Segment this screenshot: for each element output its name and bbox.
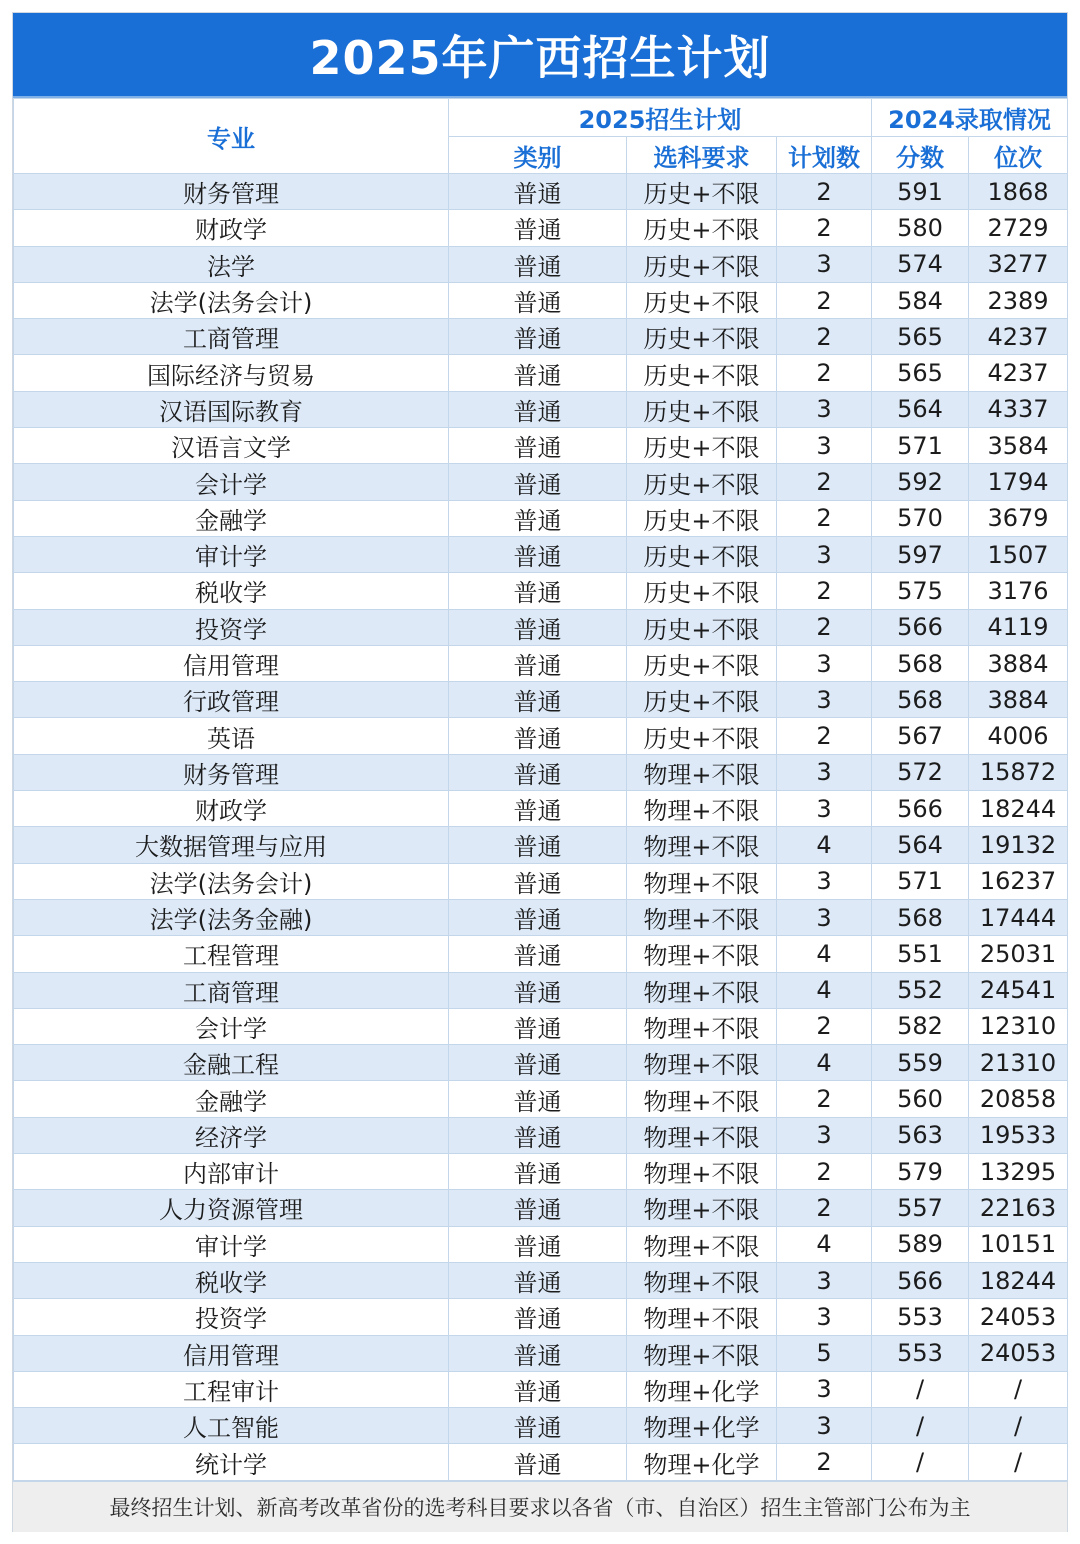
subjects-cell: 历史+不限 <box>627 174 777 210</box>
score-cell: 571 <box>872 428 969 464</box>
rank-cell: 19132 <box>969 827 1068 863</box>
plan-count-cell: 3 <box>777 791 872 827</box>
subjects-cell: 历史+不限 <box>627 645 777 681</box>
subjects-cell: 历史+不限 <box>627 464 777 500</box>
major-cell: 会计学 <box>14 464 449 500</box>
header-plan-group: 2025招生计划 <box>449 99 872 137</box>
score-cell: 564 <box>872 391 969 427</box>
table-row <box>14 1226 1068 1262</box>
score-cell: / <box>872 1444 969 1480</box>
category-cell: 普通 <box>449 391 627 427</box>
major-cell: 财政学 <box>14 210 449 246</box>
subjects-cell: 物理+不限 <box>627 1008 777 1044</box>
rank-cell: 1794 <box>969 464 1068 500</box>
score-cell: / <box>872 1408 969 1444</box>
category-cell: 普通 <box>449 972 627 1008</box>
subjects-cell: 历史+不限 <box>627 609 777 645</box>
rank-cell: 4337 <box>969 391 1068 427</box>
rank-cell: 18244 <box>969 791 1068 827</box>
score-cell: 557 <box>872 1190 969 1226</box>
table-row <box>14 210 1068 246</box>
score-cell: 567 <box>872 718 969 754</box>
rank-cell: / <box>969 1444 1068 1480</box>
major-cell: 内部审计 <box>14 1154 449 1190</box>
category-cell: 普通 <box>449 500 627 536</box>
category-cell: 普通 <box>449 1226 627 1262</box>
score-cell: 597 <box>872 536 969 572</box>
plan-count-cell: 2 <box>777 282 872 318</box>
category-cell: 普通 <box>449 210 627 246</box>
subjects-cell: 物理+不限 <box>627 1335 777 1371</box>
score-cell: 568 <box>872 899 969 935</box>
plan-count-cell: 3 <box>777 645 872 681</box>
category-cell: 普通 <box>449 319 627 355</box>
header-admit-group: 2024录取情况 <box>872 99 1068 137</box>
category-cell: 普通 <box>449 682 627 718</box>
table-row <box>14 282 1068 318</box>
major-cell: 投资学 <box>14 1299 449 1335</box>
plan-count-cell: 2 <box>777 500 872 536</box>
score-cell: 579 <box>872 1154 969 1190</box>
category-cell: 普通 <box>449 246 627 282</box>
table-row <box>14 1408 1068 1444</box>
major-cell: 财政学 <box>14 791 449 827</box>
category-cell: 普通 <box>449 1081 627 1117</box>
table-row <box>14 428 1068 464</box>
major-cell: 审计学 <box>14 536 449 572</box>
table-row <box>14 1154 1068 1190</box>
subjects-cell: 物理+不限 <box>627 791 777 827</box>
rank-cell: 25031 <box>969 936 1068 972</box>
rank-cell: 2729 <box>969 210 1068 246</box>
table-row <box>14 1008 1068 1044</box>
major-cell: 工商管理 <box>14 319 449 355</box>
category-cell: 普通 <box>449 174 627 210</box>
category-cell: 普通 <box>449 718 627 754</box>
score-cell: 568 <box>872 645 969 681</box>
score-cell: 565 <box>872 319 969 355</box>
rank-cell: 12310 <box>969 1008 1068 1044</box>
major-cell: 财务管理 <box>14 174 449 210</box>
score-cell: 582 <box>872 1008 969 1044</box>
table-row <box>14 1045 1068 1081</box>
rank-cell: 3176 <box>969 573 1068 609</box>
plan-count-cell: 3 <box>777 863 872 899</box>
plan-count-cell: 3 <box>777 1117 872 1153</box>
subjects-cell: 历史+不限 <box>627 355 777 391</box>
plan-count-cell: 3 <box>777 246 872 282</box>
major-cell: 工程管理 <box>14 936 449 972</box>
plan-count-cell: 3 <box>777 682 872 718</box>
plan-count-cell: 4 <box>777 827 872 863</box>
header-category: 类别 <box>449 137 627 174</box>
subjects-cell: 物理+不限 <box>627 1154 777 1190</box>
subjects-cell: 历史+不限 <box>627 282 777 318</box>
major-cell: 审计学 <box>14 1226 449 1262</box>
plan-count-cell: 3 <box>777 1371 872 1407</box>
category-cell: 普通 <box>449 1190 627 1226</box>
category-cell: 普通 <box>449 1154 627 1190</box>
table-row <box>14 863 1068 899</box>
rank-cell: 17444 <box>969 899 1068 935</box>
table-row <box>14 464 1068 500</box>
plan-count-cell: 2 <box>777 464 872 500</box>
score-cell: 560 <box>872 1081 969 1117</box>
major-cell: 金融学 <box>14 1081 449 1117</box>
score-cell: 566 <box>872 609 969 645</box>
rank-cell: 4237 <box>969 355 1068 391</box>
category-cell: 普通 <box>449 1408 627 1444</box>
plan-count-cell: 2 <box>777 355 872 391</box>
table-row <box>14 1081 1068 1117</box>
rank-cell: 15872 <box>969 754 1068 790</box>
rank-cell: 10151 <box>969 1226 1068 1262</box>
header-rank: 位次 <box>969 137 1068 174</box>
rank-cell: 4237 <box>969 319 1068 355</box>
title-bar <box>13 13 1067 98</box>
category-cell: 普通 <box>449 791 627 827</box>
major-cell: 经济学 <box>14 1117 449 1153</box>
table-row <box>14 1299 1068 1335</box>
rank-cell: 3679 <box>969 500 1068 536</box>
score-cell: 584 <box>872 282 969 318</box>
category-cell: 普通 <box>449 1335 627 1371</box>
score-cell: 565 <box>872 355 969 391</box>
plan-count-cell: 3 <box>777 1299 872 1335</box>
plan-count-cell: 3 <box>777 754 872 790</box>
rank-cell: 3277 <box>969 246 1068 282</box>
major-cell: 财务管理 <box>14 754 449 790</box>
rank-cell: 1868 <box>969 174 1068 210</box>
score-cell: 575 <box>872 573 969 609</box>
category-cell: 普通 <box>449 1117 627 1153</box>
table-row <box>14 391 1068 427</box>
major-cell: 金融工程 <box>14 1045 449 1081</box>
plan-count-cell: 2 <box>777 1154 872 1190</box>
rank-cell: 2389 <box>969 282 1068 318</box>
category-cell: 普通 <box>449 899 627 935</box>
table-row <box>14 682 1068 718</box>
plan-count-cell: 3 <box>777 1408 872 1444</box>
score-cell: 570 <box>872 500 969 536</box>
rank-cell: 3884 <box>969 682 1068 718</box>
category-cell: 普通 <box>449 464 627 500</box>
table-row <box>14 754 1068 790</box>
rank-cell: 24541 <box>969 972 1068 1008</box>
subjects-cell: 物理+化学 <box>627 1408 777 1444</box>
major-cell: 统计学 <box>14 1444 449 1480</box>
plan-count-cell: 2 <box>777 1008 872 1044</box>
score-cell: 574 <box>872 246 969 282</box>
score-cell: 589 <box>872 1226 969 1262</box>
major-cell: 国际经济与贸易 <box>14 355 449 391</box>
plan-count-cell: 4 <box>777 1226 872 1262</box>
category-cell: 普通 <box>449 1045 627 1081</box>
subjects-cell: 历史+不限 <box>627 500 777 536</box>
table-row <box>14 174 1068 210</box>
rank-cell: 3584 <box>969 428 1068 464</box>
subjects-cell: 历史+不限 <box>627 682 777 718</box>
rank-cell: 21310 <box>969 1045 1068 1081</box>
major-cell: 英语 <box>14 718 449 754</box>
table-row <box>14 645 1068 681</box>
major-cell: 汉语言文学 <box>14 428 449 464</box>
category-cell: 普通 <box>449 428 627 464</box>
score-cell: 566 <box>872 791 969 827</box>
rank-cell: 24053 <box>969 1299 1068 1335</box>
score-cell: 563 <box>872 1117 969 1153</box>
table-row <box>14 573 1068 609</box>
category-cell: 普通 <box>449 1008 627 1044</box>
subjects-cell: 历史+不限 <box>627 573 777 609</box>
score-cell: 571 <box>872 863 969 899</box>
score-cell: / <box>872 1371 969 1407</box>
score-cell: 592 <box>872 464 969 500</box>
subjects-cell: 历史+不限 <box>627 391 777 427</box>
major-cell: 汉语国际教育 <box>14 391 449 427</box>
table-row <box>14 936 1068 972</box>
major-cell: 法学 <box>14 246 449 282</box>
table-row <box>14 355 1068 391</box>
plan-count-cell: 2 <box>777 718 872 754</box>
table-row <box>14 1444 1068 1480</box>
major-cell: 大数据管理与应用 <box>14 827 449 863</box>
rank-cell: 24053 <box>969 1335 1068 1371</box>
major-cell: 人力资源管理 <box>14 1190 449 1226</box>
subjects-cell: 物理+不限 <box>627 754 777 790</box>
subjects-cell: 历史+不限 <box>627 428 777 464</box>
score-cell: 564 <box>872 827 969 863</box>
plan-count-cell: 2 <box>777 573 872 609</box>
category-cell: 普通 <box>449 936 627 972</box>
score-cell: 553 <box>872 1299 969 1335</box>
plan-count-cell: 4 <box>777 1045 872 1081</box>
table-row <box>14 972 1068 1008</box>
score-cell: 568 <box>872 682 969 718</box>
score-cell: 591 <box>872 174 969 210</box>
table-row <box>14 246 1068 282</box>
table-row <box>14 1190 1068 1226</box>
major-cell: 工商管理 <box>14 972 449 1008</box>
plan-count-cell: 4 <box>777 936 872 972</box>
plan-count-cell: 2 <box>777 609 872 645</box>
score-cell: 559 <box>872 1045 969 1081</box>
category-cell: 普通 <box>449 355 627 391</box>
table-row <box>14 1262 1068 1298</box>
rank-cell: 20858 <box>969 1081 1068 1117</box>
subjects-cell: 历史+不限 <box>627 246 777 282</box>
header-plan-count: 计划数 <box>777 137 872 174</box>
major-cell: 行政管理 <box>14 682 449 718</box>
table-row <box>14 899 1068 935</box>
plan-count-cell: 5 <box>777 1335 872 1371</box>
major-cell: 会计学 <box>14 1008 449 1044</box>
category-cell: 普通 <box>449 863 627 899</box>
score-cell: 553 <box>872 1335 969 1371</box>
table-row <box>14 500 1068 536</box>
category-cell: 普通 <box>449 282 627 318</box>
rank-cell: 4119 <box>969 609 1068 645</box>
subjects-cell: 物理+不限 <box>627 972 777 1008</box>
rank-cell: 16237 <box>969 863 1068 899</box>
plan-count-cell: 2 <box>777 174 872 210</box>
page-title: 2025年广西招生计划 <box>309 30 771 85</box>
score-cell: 572 <box>872 754 969 790</box>
plan-count-cell: 3 <box>777 428 872 464</box>
header-score: 分数 <box>872 137 969 174</box>
subjects-cell: 历史+不限 <box>627 536 777 572</box>
major-cell: 信用管理 <box>14 645 449 681</box>
plan-count-cell: 3 <box>777 536 872 572</box>
subjects-cell: 物理+不限 <box>627 936 777 972</box>
major-cell: 工程审计 <box>14 1371 449 1407</box>
category-cell: 普通 <box>449 1299 627 1335</box>
subjects-cell: 物理+不限 <box>627 1226 777 1262</box>
rank-cell: 3884 <box>969 645 1068 681</box>
score-cell: 566 <box>872 1262 969 1298</box>
subjects-cell: 物理+不限 <box>627 899 777 935</box>
rank-cell: 4006 <box>969 718 1068 754</box>
category-cell: 普通 <box>449 573 627 609</box>
plan-count-cell: 2 <box>777 319 872 355</box>
plan-count-cell: 2 <box>777 1190 872 1226</box>
table-row <box>14 609 1068 645</box>
rank-cell: / <box>969 1371 1068 1407</box>
rank-cell: 19533 <box>969 1117 1068 1153</box>
table-row <box>14 319 1068 355</box>
category-cell: 普通 <box>449 827 627 863</box>
table-row <box>14 827 1068 863</box>
rank-cell: 22163 <box>969 1190 1068 1226</box>
table-row <box>14 791 1068 827</box>
major-cell: 人工智能 <box>14 1408 449 1444</box>
table-row <box>14 536 1068 572</box>
subjects-cell: 历史+不限 <box>627 718 777 754</box>
subjects-cell: 物理+不限 <box>627 1117 777 1153</box>
header-subjects: 选科要求 <box>627 137 777 174</box>
major-cell: 金融学 <box>14 500 449 536</box>
category-cell: 普通 <box>449 1371 627 1407</box>
category-cell: 普通 <box>449 1262 627 1298</box>
major-cell: 投资学 <box>14 609 449 645</box>
header-major: 专业 <box>14 99 449 174</box>
category-cell: 普通 <box>449 536 627 572</box>
rank-cell: 18244 <box>969 1262 1068 1298</box>
table-row <box>14 1117 1068 1153</box>
major-cell: 法学(法务金融) <box>14 899 449 935</box>
subjects-cell: 物理+不限 <box>627 863 777 899</box>
plan-count-cell: 2 <box>777 210 872 246</box>
table-row <box>14 1371 1068 1407</box>
rank-cell: 13295 <box>969 1154 1068 1190</box>
score-cell: 552 <box>872 972 969 1008</box>
subjects-cell: 历史+不限 <box>627 319 777 355</box>
table-row <box>14 718 1068 754</box>
subjects-cell: 物理+不限 <box>627 1190 777 1226</box>
category-cell: 普通 <box>449 645 627 681</box>
footnote: 最终招生计划、新高考改革省份的选考科目要求以各省（市、自治区）招生主管部门公布为主 <box>13 1481 1067 1532</box>
rank-cell: / <box>969 1408 1068 1444</box>
subjects-cell: 物理+不限 <box>627 1081 777 1117</box>
plan-table-body <box>14 174 1068 1481</box>
score-cell: 551 <box>872 936 969 972</box>
subjects-cell: 物理+化学 <box>627 1444 777 1480</box>
plan-count-cell: 3 <box>777 1262 872 1298</box>
admission-plan-sheet <box>12 12 1068 1532</box>
subjects-cell: 物理+化学 <box>627 1371 777 1407</box>
major-cell: 信用管理 <box>14 1335 449 1371</box>
plan-count-cell: 3 <box>777 391 872 427</box>
subjects-cell: 物理+不限 <box>627 1045 777 1081</box>
major-cell: 法学(法务会计) <box>14 282 449 318</box>
plan-count-cell: 4 <box>777 972 872 1008</box>
major-cell: 税收学 <box>14 1262 449 1298</box>
major-cell: 法学(法务会计) <box>14 863 449 899</box>
subjects-cell: 物理+不限 <box>627 1262 777 1298</box>
rank-cell: 1507 <box>969 536 1068 572</box>
plan-count-cell: 2 <box>777 1444 872 1480</box>
subjects-cell: 物理+不限 <box>627 827 777 863</box>
category-cell: 普通 <box>449 609 627 645</box>
major-cell: 税收学 <box>14 573 449 609</box>
category-cell: 普通 <box>449 1444 627 1480</box>
subjects-cell: 历史+不限 <box>627 210 777 246</box>
plan-count-cell: 2 <box>777 1081 872 1117</box>
plan-table <box>13 98 1068 1481</box>
table-row <box>14 1335 1068 1371</box>
plan-count-cell: 3 <box>777 899 872 935</box>
score-cell: 580 <box>872 210 969 246</box>
subjects-cell: 物理+不限 <box>627 1299 777 1335</box>
category-cell: 普通 <box>449 754 627 790</box>
